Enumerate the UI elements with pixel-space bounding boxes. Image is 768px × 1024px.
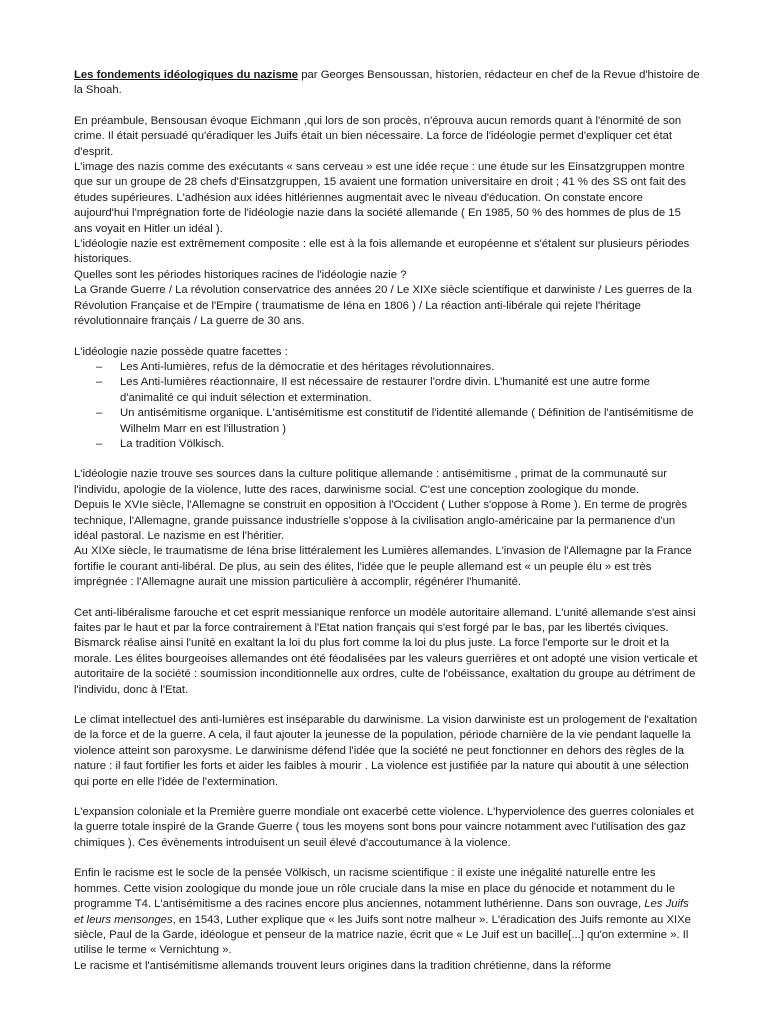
paragraph-facettes-intro: L'idéologie nazie possède quatre facettes : xyxy=(74,345,288,358)
list-item-text: Un antisémitisme organique. L'antisémitisme est constitutif de l'identité allemande ( Définition de l'antisémitisme de Wilhelm Marr en est l'illustration ) xyxy=(120,407,694,435)
paragraph-eichmann: En préambule, Bensousan évoque Eichmann ,qui lors de son procès, n'éprouva aucun remords quant à l'énormité de son crime. Il était persuadé qu'éradiquer les Juifs était un bien nécessaire. La force de l'idéologie permet d'expliquer cet état d'esprit. xyxy=(74,114,682,158)
author-line: par Georges Bensoussan, historien, rédacteur en chef de la Revue d'histoire de la Shoah. xyxy=(74,69,700,97)
spacer xyxy=(74,330,700,345)
spacer xyxy=(74,698,700,713)
paragraph-darwinisme: Le climat intellectuel des anti-lumières est inséparable du darwinisme. La vision darwiniste est un prologement de l'exaltation de la force et de la guerre. A cela, il faut ajouter la jeunesse de la population, période charnière de la vie pendant laquelle la violence atteint son paroxysme. Le darwinisme défend l'idée que la société ne peut fonctionner en dehors des règles de la nature : il faut fortifier les forts et aider les faibles à mourir . La violence est justifiée par la nature qui aboutit à une sélection qui porte en elle l'idée de l'extermination. xyxy=(74,714,698,788)
facettes-list xyxy=(74,360,700,452)
paragraph-einsatzgruppen: L'image des nazis comme des exécutants « sans cerveau » est une idée reçue : une étude sur les Einsatzgruppen montre que sur un groupe de 28 chefs d'Einsatzgruppen, 15 avaient une formation universitaire en droit ; 41 % des SS ont fait des études supérieures. L'adhésion aux idées hitlériennes augmentait avec le niveau d'éducation. On constate encore aujourd'hui l'mprégnation forte de l'idéologie nazie dans la société allemande ( En 1985, 50 % des hommes de plus de 15 ans voyait en Hitler un idéal ). xyxy=(74,161,686,235)
document-title[interactable]: Les fondements idéologiques du nazisme xyxy=(74,69,299,81)
intro-paragraph xyxy=(74,68,700,99)
dash-bullet: – xyxy=(96,360,103,373)
list-item xyxy=(74,406,700,437)
spacer xyxy=(74,591,700,606)
spacer xyxy=(74,851,700,866)
paragraph-xixe: Au XIXe siècle, le traumatisme de Iéna brise littéralement les Lumières allemandes. L'invasion de l'Allemagne par la France fortifie le courant anti-libéral. De plus, au sein des élites, l'idée que le peuple allemand est « un peuple élu » est très imprégnée : l'Allemagne aurait une mission particulière à accomplir, régénérer l'humanité. xyxy=(74,545,692,589)
paragraph-composite: L'idéologie nazie est extrêmement composite : elle est à la fois allemande et européenne et s'étalent sur plusieurs périodes historiques. xyxy=(74,238,690,266)
dash-bullet: – xyxy=(96,376,103,389)
spacer xyxy=(74,452,700,467)
list-item-text: Les Anti-lumières, refus de la démocratie et des héritages révolutionnaires. xyxy=(120,360,495,373)
list-item-text: Les Anti-lumières réactionnaire, Il est nécessaire de restaurer l'ordre divin. L'humanité est une autre forme d'animalité ce qui induit sélection et extermination. xyxy=(120,376,650,404)
paragraph-racisme-text-b: , en 1543, Luther explique que « les Juifs sont notre malheur ». L'éradication des Juifs remonte au XIXe siècle, Paul de la Garde, idéologue et penseur de la matrice nazie, écrit que « Le Juif est un bacille[...] qu'on extermine ». Il utilise le terme « Vernichtung ». xyxy=(74,913,691,957)
paragraph-periods: La Grande Guerre / La révolution conservatrice des années 20 / Le XIXe siècle scientifique et darwiniste / Les guerres de la Révolution Française et de l'Empire ( traumatisme de Iéna en 1806 ) / La réaction anti-libérale qui rejete l'héritage révolutionnaire français / La guerre de 30 ans. xyxy=(74,284,692,328)
list-item-text: La tradition Völkisch. xyxy=(120,437,225,450)
paragraph-violence: L'expansion coloniale et la Première guerre mondiale ont exacerbé cette violence. L'hyperviolence des guerres coloniales et la guerre totale inspiré de la Grande Guerre ( tous les moyens sont bons pour vaincre notamment avec l'utilisation des gaz chimiques ). Ces évènements introduisent un seuil élevé d'accoutumance à la violence. xyxy=(74,806,694,849)
paragraph-sources: L'idéologie nazie trouve ses sources dans la culture politique allemande : antisémitisme , primat de la communauté sur l'individu, apologie de la violence, lutte des races, darwinisme social. C'est une conception zoologique du monde. xyxy=(74,468,668,496)
spacer xyxy=(74,790,700,805)
spacer xyxy=(74,99,700,114)
document-page xyxy=(74,68,700,974)
paragraph-autoritaire: Cet anti-libéralisme farouche et cet esprit messianique renforce un modèle autoritaire allemand. L'unité allemande s'est ainsi faites par le haut et par la force contrairement à l'Etat nation français qui s'est forgé par le bas, par les libertés civiques. Bismarck réalise ainsi l'unité en exaltant la loi du plus fort comme la loi du plus juste. La force l'emporte sur le droit et la morale. Les élites bourgeoises allemandes ont été féodalisées par les valeurs guerrières et ont adopté une vision verticale et autoritaire de la société : soumission inconditionnelle aux ordres, culte de l'obéissance, exaltation du groupe au détriment de l'individu, donc à l'Etat. xyxy=(74,606,698,696)
paragraph-question: Quelles sont les périodes historiques racines de l'idéologie nazie ? xyxy=(74,268,407,281)
dash-bullet: – xyxy=(96,437,103,450)
book-title: Les Juifs et leurs mensonges xyxy=(74,898,689,926)
paragraph-origines: Le racisme et l'antisémitisme allemands trouvent leurs origines dans la tradition chrétienne, dans la réforme xyxy=(74,959,612,972)
paragraph-racisme xyxy=(74,866,700,958)
list-item xyxy=(74,375,700,406)
list-item xyxy=(74,360,700,375)
paragraph-racisme-text-a: Enfin le racisme est le socle de la pensée Völkisch, un racisme scientifique : il existe une inégalité naturelle entre les hommes. Cette vision zoologique du monde joue un rôle cruciale dans la mise en place du génocide et notamment du le programme T4. L'antisémitisme a des racines encore plus anciennes, notamment luthérienne. Dans son ouvrage, xyxy=(74,867,675,911)
list-item xyxy=(74,437,700,452)
paragraph-xvie: Depuis le XVIe siècle, l'Allemagne se construit en opposition à l'Occident ( Luther s'oppose à Rome ). En terme de progrès technique, l'Allemagne, grande puissance industrielle s'oppose à la civilisation anglo-américaine par la permanence d'un idéal pastoral. Le nazisme en est l'héritier. xyxy=(74,499,688,542)
dash-bullet: – xyxy=(96,407,103,420)
